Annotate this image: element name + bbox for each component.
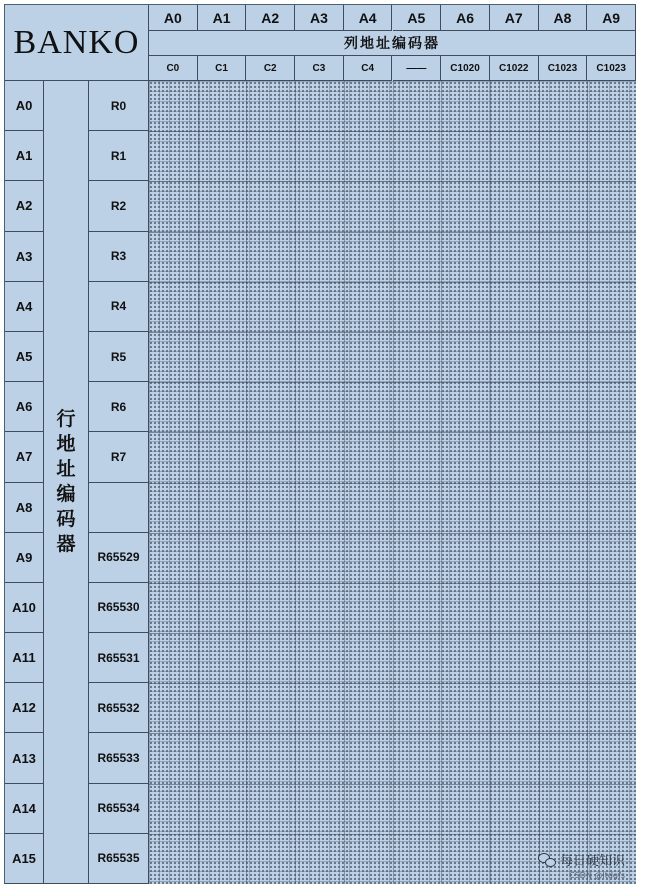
row-address-pin: A13 [5,733,44,783]
row-decoder-char: 行 [56,408,76,430]
grid-column-divider [295,81,296,884]
grid-column-divider [246,81,247,884]
row-decoder-label [44,81,89,884]
column-decoder-label: 列地址编码器 [149,31,636,56]
row-address-pin: A11 [5,633,44,683]
row-label: R65530 [89,583,149,633]
row-decoder-char: 器 [56,533,76,555]
wechat-icon [538,852,556,868]
grid-column-divider [441,81,442,884]
watermark [538,850,625,869]
row-label: R5 [89,332,149,382]
column-address-pin: A6 [441,5,490,31]
column-address-pin: A0 [149,5,198,31]
row-label: R65529 [89,533,149,583]
column-label: C4 [344,56,393,81]
memory-cell-array [149,81,636,884]
row-label [89,483,149,533]
row-label: R65531 [89,633,149,683]
row-address-pin: A4 [5,282,44,332]
grid-column-divider [198,81,199,884]
row-address-pin: A10 [5,583,44,633]
column-address-pin: A5 [393,5,442,31]
column-address-pin: A7 [490,5,539,31]
row-address-pin: A2 [5,181,44,231]
grid-column-divider [539,81,540,884]
column-address-pin: A8 [539,5,588,31]
bank-label: BANKO [5,5,149,81]
row-label: R65533 [89,733,149,783]
grid-column-divider [490,81,491,884]
watermark-text: 每日硬知识 [559,854,625,869]
column-label: C1023 [539,56,588,81]
row-label: R3 [89,232,149,282]
row-address-pin: A7 [5,432,44,482]
row-label: R2 [89,181,149,231]
grid-column-divider [587,81,588,884]
column-label: C0 [149,56,198,81]
row-label: R65535 [89,834,149,884]
column-address-pin: A1 [198,5,247,31]
column-address-pin: A3 [295,5,344,31]
row-address-pin: A14 [5,784,44,834]
column-label: C1 [198,56,247,81]
grid-column-divider [344,81,345,884]
row-decoder-char: 址 [56,458,76,480]
column-address-pin: A4 [344,5,393,31]
row-address-pin: A12 [5,683,44,733]
row-label: R65534 [89,784,149,834]
row-decoder-char: 码 [56,508,76,530]
row-label: R6 [89,382,149,432]
watermark-subtext: CSDN @ltdgfs [569,871,625,880]
row-label: R4 [89,282,149,332]
row-label: R65532 [89,683,149,733]
column-label: C3 [295,56,344,81]
column-label: C1022 [490,56,539,81]
row-address-pin: A1 [5,131,44,181]
row-address-pin: A9 [5,533,44,583]
row-label: R1 [89,131,149,181]
row-decoder-char: 地 [56,433,76,455]
row-decoder-char: 编 [56,483,76,505]
row-address-pin: A15 [5,834,44,884]
column-label: C2 [246,56,295,81]
row-label: R7 [89,432,149,482]
column-address-pin: A9 [587,5,636,31]
column-address-pin: A2 [246,5,295,31]
row-address-pin: A0 [5,81,44,131]
row-label: R0 [89,81,149,131]
column-label: —— [393,56,442,81]
row-address-pin: A3 [5,232,44,282]
row-address-pin: A6 [5,382,44,432]
row-address-pin: A8 [5,483,44,533]
grid-column-divider [393,81,394,884]
column-label: C1023 [587,56,636,81]
row-address-pin: A5 [5,332,44,382]
memory-bank-diagram [4,4,636,884]
column-label: C1020 [441,56,490,81]
